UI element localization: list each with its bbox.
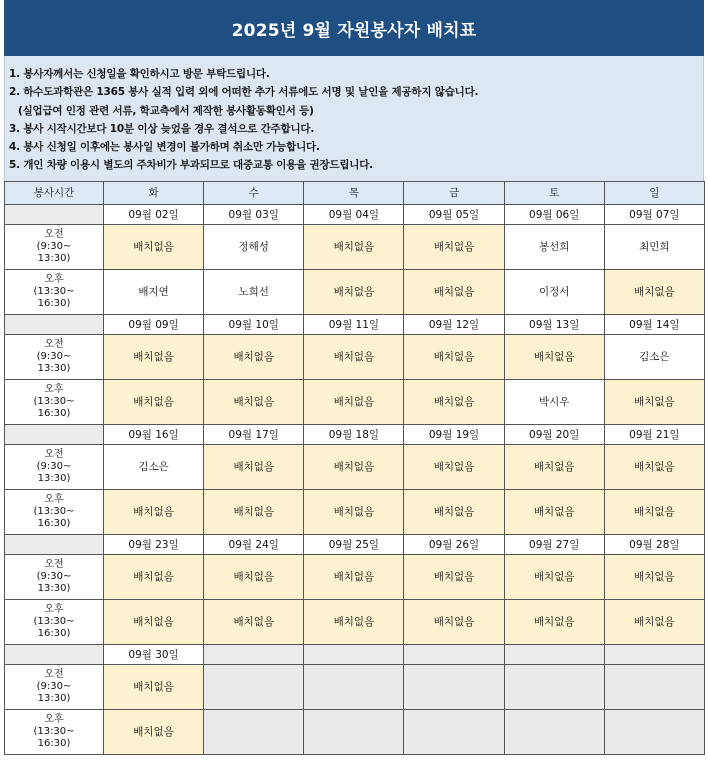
slot-label-line: 16:30) — [37, 517, 71, 529]
slot-row-am — [5, 554, 705, 599]
unassigned-cell: 배치없음 — [204, 444, 304, 489]
slot-row-pm — [5, 709, 705, 754]
volunteer-cell: 김소은 — [604, 334, 704, 379]
unassigned-cell: 배치없음 — [604, 489, 704, 534]
empty-cell — [404, 709, 504, 754]
notice-line: 5. 개인 차량 이용시 별도의 주차비가 부과되므로 대중교통 이용을 권장드립니다. — [9, 159, 373, 172]
date-cell — [204, 644, 304, 664]
date-cell: 09월 14일 — [604, 314, 704, 334]
slot-row-am — [5, 444, 705, 489]
unassigned-cell: 배치없음 — [604, 269, 704, 314]
date-cell — [404, 644, 504, 664]
unassigned-cell: 배치없음 — [404, 489, 504, 534]
date-cell: 09월 12일 — [404, 314, 504, 334]
volunteer-cell: 배지연 — [104, 269, 204, 314]
unassigned-cell: 배치없음 — [104, 334, 204, 379]
date-cell: 09월 23일 — [104, 534, 204, 554]
unassigned-cell: 배치없음 — [404, 269, 504, 314]
date-cell: 09월 20일 — [504, 424, 604, 444]
schedule-table — [4, 181, 705, 755]
volunteer-cell: 김소은 — [104, 444, 204, 489]
date-cell — [504, 644, 604, 664]
empty-cell — [404, 664, 504, 709]
date-cell: 09월 26일 — [404, 534, 504, 554]
unassigned-cell: 배치없음 — [504, 489, 604, 534]
slot-label-line: (9:30~ — [36, 240, 72, 252]
empty-cell — [304, 664, 404, 709]
schedule-document — [4, 0, 704, 755]
slot-label-line: 오후 — [44, 493, 64, 505]
unassigned-cell: 배치없음 — [204, 554, 304, 599]
unassigned-cell: 배치없음 — [304, 224, 404, 269]
date-row — [5, 534, 705, 554]
unassigned-cell: 배치없음 — [504, 444, 604, 489]
slot-label — [5, 269, 104, 314]
slot-label-line: 오후 — [44, 273, 64, 285]
date-cell: 09월 18일 — [304, 424, 404, 444]
column-header: 봉사시간 — [5, 181, 104, 204]
slot-label-line: 16:30) — [37, 407, 71, 419]
date-row-label — [5, 644, 104, 664]
slot-label — [5, 489, 104, 534]
date-row — [5, 424, 705, 444]
schedule-body — [5, 204, 705, 754]
slot-label-line: (13:30~ — [33, 505, 75, 517]
notice-line: 4. 봉사 신청일 이후에는 봉사일 변경이 불가하며 취소만 가능합니다. — [9, 141, 320, 154]
slot-label-line: 13:30) — [37, 472, 71, 484]
slot-label-line: 오전 — [44, 448, 64, 460]
volunteer-cell: 봉선희 — [504, 224, 604, 269]
unassigned-cell: 배치없음 — [404, 224, 504, 269]
date-cell: 09월 17일 — [204, 424, 304, 444]
unassigned-cell: 배치없음 — [104, 489, 204, 534]
unassigned-cell: 배치없음 — [304, 269, 404, 314]
unassigned-cell: 배치없음 — [504, 334, 604, 379]
unassigned-cell: 배치없음 — [604, 599, 704, 644]
column-header: 토 — [504, 181, 604, 204]
date-cell: 09월 07일 — [604, 204, 704, 224]
slot-label-line: (13:30~ — [33, 615, 75, 627]
unassigned-cell: 배치없음 — [104, 224, 204, 269]
unassigned-cell: 배치없음 — [404, 599, 504, 644]
unassigned-cell: 배치없음 — [204, 379, 304, 424]
unassigned-cell: 배치없음 — [504, 599, 604, 644]
slot-label-line: 13:30) — [37, 692, 71, 704]
date-cell: 09월 16일 — [104, 424, 204, 444]
date-cell: 09월 21일 — [604, 424, 704, 444]
unassigned-cell: 배치없음 — [504, 554, 604, 599]
column-header: 화 — [104, 181, 204, 204]
unassigned-cell: 배치없음 — [304, 489, 404, 534]
notice-line: 1. 봉사자께서는 신청일을 확인하시고 방문 부탁드립니다. — [9, 68, 270, 80]
slot-label — [5, 444, 104, 489]
date-cell: 09월 04일 — [304, 204, 404, 224]
empty-cell — [504, 664, 604, 709]
empty-cell — [204, 709, 304, 754]
unassigned-cell: 배치없음 — [404, 554, 504, 599]
table-header-row — [5, 181, 705, 204]
date-cell: 09월 05일 — [404, 204, 504, 224]
slot-label-line: (9:30~ — [36, 460, 72, 472]
unassigned-cell: 배치없음 — [104, 379, 204, 424]
date-row — [5, 644, 705, 664]
volunteer-cell: 노희선 — [204, 269, 304, 314]
unassigned-cell: 배치없음 — [104, 709, 204, 754]
unassigned-cell: 배치없음 — [304, 599, 404, 644]
unassigned-cell: 배치없음 — [604, 444, 704, 489]
date-cell — [304, 644, 404, 664]
unassigned-cell: 배치없음 — [204, 489, 304, 534]
volunteer-cell: 박시우 — [504, 379, 604, 424]
page-title: 2025년 9월 자원봉사자 배치표 — [4, 0, 704, 56]
date-row — [5, 314, 705, 334]
date-cell: 09월 28일 — [604, 534, 704, 554]
slot-label — [5, 709, 104, 754]
unassigned-cell: 배치없음 — [404, 379, 504, 424]
volunteer-cell: 이정서 — [504, 269, 604, 314]
slot-label-line: 오후 — [44, 603, 64, 615]
slot-row-pm — [5, 269, 705, 314]
date-cell: 09월 13일 — [504, 314, 604, 334]
slot-label-line: 16:30) — [37, 297, 71, 309]
slot-label — [5, 599, 104, 644]
date-cell: 09월 10일 — [204, 314, 304, 334]
slot-label-line: (13:30~ — [33, 725, 75, 737]
date-cell: 09월 25일 — [304, 534, 404, 554]
volunteer-cell: 정해성 — [204, 224, 304, 269]
slot-label-line: 오전 — [44, 668, 64, 680]
unassigned-cell: 배치없음 — [104, 664, 204, 709]
slot-label-line: 오전 — [44, 558, 64, 570]
date-row — [5, 204, 705, 224]
slot-label-line: 13:30) — [37, 252, 71, 264]
slot-row-pm — [5, 599, 705, 644]
slot-label-line: 오후 — [44, 713, 64, 725]
date-row-label — [5, 424, 104, 444]
slot-row-pm — [5, 489, 705, 534]
slot-label — [5, 664, 104, 709]
slot-label-line: 오전 — [44, 338, 64, 350]
slot-row-am — [5, 224, 705, 269]
notice-box — [4, 56, 704, 181]
slot-label — [5, 224, 104, 269]
slot-label-line: 13:30) — [37, 582, 71, 594]
slot-label — [5, 334, 104, 379]
slot-label-line: (13:30~ — [33, 285, 75, 297]
empty-cell — [304, 709, 404, 754]
notice-line: 2. 하수도과학관은 1365 봉사 실적 입력 외에 어떠한 추가 서류에도 서명 및 날인을 제공하지 않습니다. — [9, 86, 479, 99]
unassigned-cell: 배치없음 — [404, 334, 504, 379]
unassigned-cell: 배치없음 — [604, 379, 704, 424]
empty-cell — [604, 709, 704, 754]
slot-label-line: 16:30) — [37, 737, 71, 749]
column-header: 금 — [404, 181, 504, 204]
slot-label — [5, 379, 104, 424]
empty-cell — [504, 709, 604, 754]
date-cell: 09월 19일 — [404, 424, 504, 444]
slot-row-am — [5, 664, 705, 709]
date-cell: 09월 02일 — [104, 204, 204, 224]
slot-label-line: (13:30~ — [33, 395, 75, 407]
unassigned-cell: 배치없음 — [104, 554, 204, 599]
date-cell: 09월 03일 — [204, 204, 304, 224]
column-header: 목 — [304, 181, 404, 204]
column-header: 수 — [204, 181, 304, 204]
date-cell: 09월 06일 — [504, 204, 604, 224]
volunteer-cell: 최민희 — [604, 224, 704, 269]
unassigned-cell: 배치없음 — [304, 444, 404, 489]
date-cell: 09월 30일 — [104, 644, 204, 664]
notice-line: 3. 봉사 시작시간보다 10분 이상 늦었을 경우 결석으로 간주합니다. — [9, 122, 315, 135]
unassigned-cell: 배치없음 — [604, 554, 704, 599]
unassigned-cell: 배치없음 — [304, 334, 404, 379]
slot-label-line: 오전 — [44, 228, 64, 240]
slot-label-line: (9:30~ — [36, 350, 72, 362]
date-row-label — [5, 534, 104, 554]
notice-line: (실업급여 인정 관련 서류, 학교측에서 제작한 봉사활동확인서 등) — [18, 104, 314, 117]
empty-cell — [604, 664, 704, 709]
slot-label-line: 16:30) — [37, 627, 71, 639]
slot-row-pm — [5, 379, 705, 424]
slot-row-am — [5, 334, 705, 379]
date-row-label — [5, 314, 104, 334]
date-cell — [604, 644, 704, 664]
unassigned-cell: 배치없음 — [404, 444, 504, 489]
unassigned-cell: 배치없음 — [204, 599, 304, 644]
unassigned-cell: 배치없음 — [204, 334, 304, 379]
date-row-label — [5, 204, 104, 224]
unassigned-cell: 배치없음 — [304, 379, 404, 424]
empty-cell — [204, 664, 304, 709]
date-cell: 09월 24일 — [204, 534, 304, 554]
unassigned-cell: 배치없음 — [304, 554, 404, 599]
unassigned-cell: 배치없음 — [104, 599, 204, 644]
column-header: 일 — [604, 181, 704, 204]
slot-label-line: 13:30) — [37, 362, 71, 374]
date-cell: 09월 27일 — [504, 534, 604, 554]
slot-label-line: 오후 — [44, 383, 64, 395]
slot-label-line: (9:30~ — [36, 570, 72, 582]
date-cell: 09월 11일 — [304, 314, 404, 334]
slot-label — [5, 554, 104, 599]
slot-label-line: (9:30~ — [36, 680, 72, 692]
date-cell: 09월 09일 — [104, 314, 204, 334]
